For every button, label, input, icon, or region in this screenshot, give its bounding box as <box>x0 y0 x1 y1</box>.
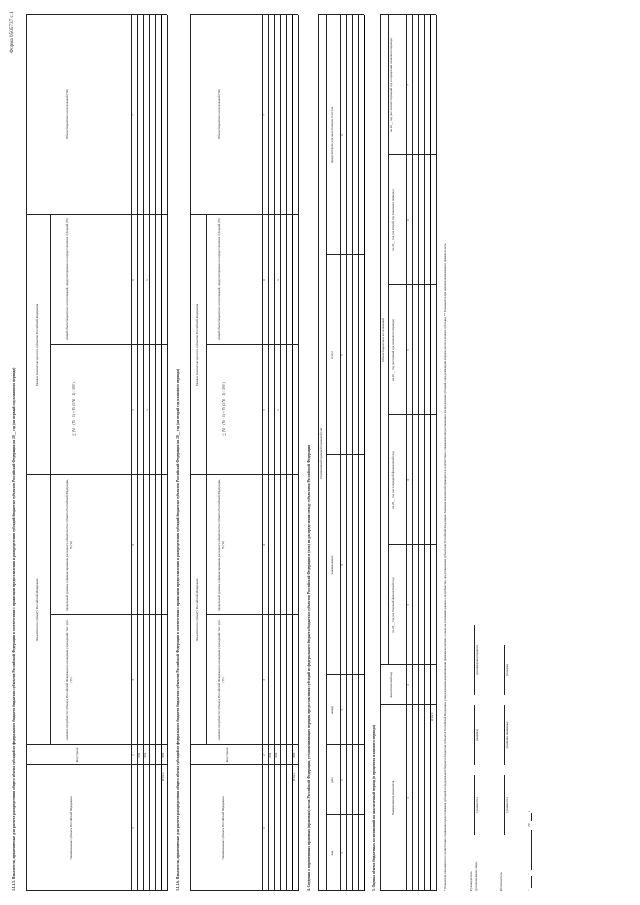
section2-title: 3.1.1.6. Показатели, применяемые для расчета распределения общего объема субсидий из федерального бюджета бюджетам субъектов Российской Федерации в соответствии с правилами предоставления и распределения субсидий бюджетам субъектов Российской Федерации на 20__ год (на второй год планового периода) <box>176 368 180 891</box>
t1-v0 <box>26 890 167 891</box>
t1-itogo: Итого <box>161 772 165 781</box>
t2-code2: 002 <box>274 752 278 758</box>
date-year: 20 <box>527 823 531 827</box>
t2-n2: 2 <box>262 754 266 756</box>
t4-numbottom <box>412 15 413 891</box>
t4-n1: 1 <box>406 797 410 799</box>
t2-itogo: Итого <box>292 772 296 781</box>
t4-h-code: Аналитический код <box>389 672 393 698</box>
t4-h-y3: на 20__ год (на первый год планового периода) <box>391 318 395 382</box>
t1-itogo-code: 900 <box>161 752 165 758</box>
t3-h-number: номер <box>330 705 334 715</box>
t1-top <box>26 15 27 891</box>
exec-fio: (фамилия, инициалы) <box>505 721 509 749</box>
t4-v4 <box>388 414 436 415</box>
t2-n5: 5 <box>262 409 266 411</box>
t1-n2: 2 <box>131 754 135 756</box>
footnote: * Показатели заполняются в соответствии с правилами предоставления субсидий из федерального бюджета бюджетам субъектов Российской Федерации, утвержденными нормативными правовыми актами, а также на основании данных о потребностях, представленных субъектами Российской Федерации. Значения показателей приводятся в соответствии с правилами предоставления и распределения субсидий, определяющими порядок расчета размера субсидии. ** Указывается при наличии нормативного правового акта. <box>443 243 447 891</box>
t2-itogo-bottom <box>298 15 299 891</box>
t1-n5: 5 <box>131 409 135 411</box>
t1-h-i2: предельный уровень софинансирования расходного обязательства субъекта Российской Федерации, % (Yi) <box>65 479 73 611</box>
t3-n6: 6 <box>340 134 344 136</box>
t1-code1: 001 <box>137 752 141 758</box>
t1-row3 <box>155 15 156 891</box>
t1-code2: 002 <box>143 752 147 758</box>
t4-row1 <box>418 15 419 891</box>
sign-decode: (расшифровка подписи) <box>475 645 479 675</box>
t1-v7 <box>26 14 167 15</box>
t3-row1 <box>352 15 353 891</box>
t3-bottom <box>364 15 365 891</box>
date-q2: " <box>527 873 531 875</box>
date-day-line <box>531 876 532 888</box>
t1-h-single: Единые показатели для всех субъектов Российской Федерации <box>35 303 39 387</box>
t4-v5 <box>388 284 436 285</box>
t2-h-i2: предельный уровень софинансирования расходного обязательства субъекта Российской Федерации, % (Yi) <box>217 479 225 611</box>
t1-h-i1: значение потребности субъекта Российской Федерации в оснащении учреждений, тыс. руб. (Vi) <box>65 619 73 741</box>
t2-v5 <box>206 344 298 345</box>
form-label: Форма 0505737 с.1 <box>9 11 15 53</box>
t3-h-date: дата <box>330 777 334 783</box>
date-year-line <box>531 813 532 821</box>
t1-h-code: Код строки <box>75 747 79 763</box>
t3-n5: 5 <box>340 354 344 356</box>
head-sub: (уполномоченное лицо) <box>474 861 478 891</box>
t2-code1: 001 <box>268 752 272 758</box>
t4-h-volume: Объем бюджетных ассигнований <box>381 318 385 362</box>
t2-subhead <box>206 215 207 745</box>
t2-h-totalneed: общий объем бюджетных ассигнований, предусмотренных на предоставление субсидий (W) <box>217 217 221 341</box>
t4-n2: 2 <box>406 684 410 686</box>
t2-h-volume: Объем бюджетных ассигнований (Wi) <box>217 88 221 140</box>
t1-v3 <box>50 614 167 615</box>
t4-row2 <box>424 15 425 891</box>
t1-n6: 6 <box>131 279 135 281</box>
t4-v6 <box>388 154 436 155</box>
t2-v7 <box>190 14 298 15</box>
t3-n3: 3 <box>340 709 344 711</box>
t2-n7: 7 <box>262 114 266 116</box>
t1-x1: х <box>145 409 149 411</box>
t3-h-title: наименование <box>330 555 334 575</box>
t1-h-volume: Объем бюджетных ассигнований (Wi) <box>65 88 69 140</box>
t4-h-y4: на 20__ год (на второй год планового периода) <box>391 189 395 251</box>
t2-itogo-code: 900 <box>292 752 296 758</box>
date-q1: " <box>527 889 531 891</box>
head-label: Руководитель <box>469 871 473 891</box>
exec-label: Исполнитель <box>499 872 503 891</box>
t2-h-i1: значение потребности субъекта Российской Федерации в оснащении учреждений, тыс. руб. (Vi) <box>217 619 225 741</box>
t2-h-indicators: Показатели по субъекту Российской Федерации <box>195 578 199 642</box>
t4-n4: 4 <box>406 479 410 481</box>
t4-h-y5: на 20__ год (на соответствующий год за пределами планового периода) <box>389 37 393 133</box>
section3-title: 4. Сведения о нормативных правовых (правовых) актах Российской Федерации, устанавливающих порядок предоставления субсидий из федерального бюджета бюджетам субъектов Российской Федерации и (или) их распределения между субъектами Российской Федерации <box>307 444 311 891</box>
t1-subhead <box>50 215 51 745</box>
t3-h-act: Нормативный правовой (правовой) акт <box>319 427 323 479</box>
t1-h-name: Наименование субъекта Российской Федерации <box>69 796 73 860</box>
t2-n4: 4 <box>262 544 266 546</box>
t4-h-y1: на 20__ год (на текущий финансовый год) <box>391 577 395 633</box>
t2-h-single: Единые показатели для всех субъектов Российской Федерации <box>195 303 199 387</box>
t1-n7: 7 <box>131 114 135 116</box>
t3-h-attr: предусмотрено для нижестоящих статусов <box>330 106 334 164</box>
sign-signature: (подпись) <box>475 729 479 741</box>
t2-h-code: Код строки <box>225 747 229 763</box>
t4-v3 <box>388 544 436 545</box>
t4-h-name: Наименование показателя <box>391 780 395 816</box>
date-year-suffix: г. <box>527 810 531 812</box>
t1-n3: 3 <box>131 679 135 681</box>
t4-top <box>380 15 381 891</box>
t1-h-indicators: Показатели по субъекту Российской Федерации <box>35 578 39 642</box>
t4-h-y2: на 20__ год (на очередной финансовый год) <box>391 451 395 509</box>
t3-n1: 1 <box>340 852 344 854</box>
t4-bottom <box>430 15 431 891</box>
date-month-line <box>531 830 532 870</box>
t1-h-totalneed: общий объем бюджетных ассигнований, предусмотренных на предоставление субсидий (W) <box>65 217 69 341</box>
section1-title: 3.1.1.5. Показатели, применяемые для расчета распределения общего объема субсидий из федерального бюджета бюджетам субъектов Российской Федерации в соответствии с правилами предоставления и распределения субсидий бюджетам субъектов Российской Федерации на 20__ год (на первый год планового периода) <box>12 367 16 891</box>
t4-n3: 3 <box>406 604 410 606</box>
t2-x1: х <box>276 409 280 411</box>
t1-x2: х <box>145 279 149 281</box>
t2-h-name: Наименование субъекта Российской Федерации <box>221 796 225 860</box>
sign-position: (должность) <box>475 797 479 813</box>
t1-itogo-bottom <box>167 15 168 891</box>
exec-phone: (телефон) <box>505 663 509 677</box>
section4-title: 5. Оценка объема бюджетных ассигнований на аналогичный период (в процентах планового периода) <box>372 725 376 891</box>
t4-itogo-bottom <box>436 15 437 891</box>
t2-top <box>190 15 191 891</box>
t4-n5: 5 <box>406 349 410 351</box>
t2-row3 <box>286 15 287 891</box>
t3-subhead <box>326 15 327 891</box>
t3-row2 <box>358 15 359 891</box>
t2-h-formula: ∑ (Vi · (Yi · 1) × Yi (1/Yi · 1) / 100 ) <box>222 382 226 436</box>
t1-n4: 4 <box>131 544 135 546</box>
t4-n6: 6 <box>406 219 410 221</box>
t3-h-status: статус <box>330 350 334 360</box>
t1-h-formula: ∑ (Vi · (Yi · 1) × Yi (1/Yi · 1) / 100 ) <box>72 382 76 436</box>
t2-v0 <box>190 890 298 891</box>
t2-n6: 6 <box>262 279 266 281</box>
t2-n3: 3 <box>262 679 266 681</box>
t2-n1: 1 <box>262 827 266 829</box>
t4-itogo: Итого <box>430 712 434 721</box>
t3-h-type: вид <box>330 850 334 856</box>
t2-v1 <box>190 764 298 765</box>
t1-n1: 1 <box>131 827 135 829</box>
t3-n4: 4 <box>340 564 344 566</box>
t4-n7: 7 <box>406 84 410 86</box>
t3-n2: 2 <box>340 779 344 781</box>
t2-x2: х <box>276 279 280 281</box>
t2-v3 <box>206 614 298 615</box>
exec-position: (должность) <box>505 797 509 813</box>
t3-numbottom <box>346 15 347 891</box>
